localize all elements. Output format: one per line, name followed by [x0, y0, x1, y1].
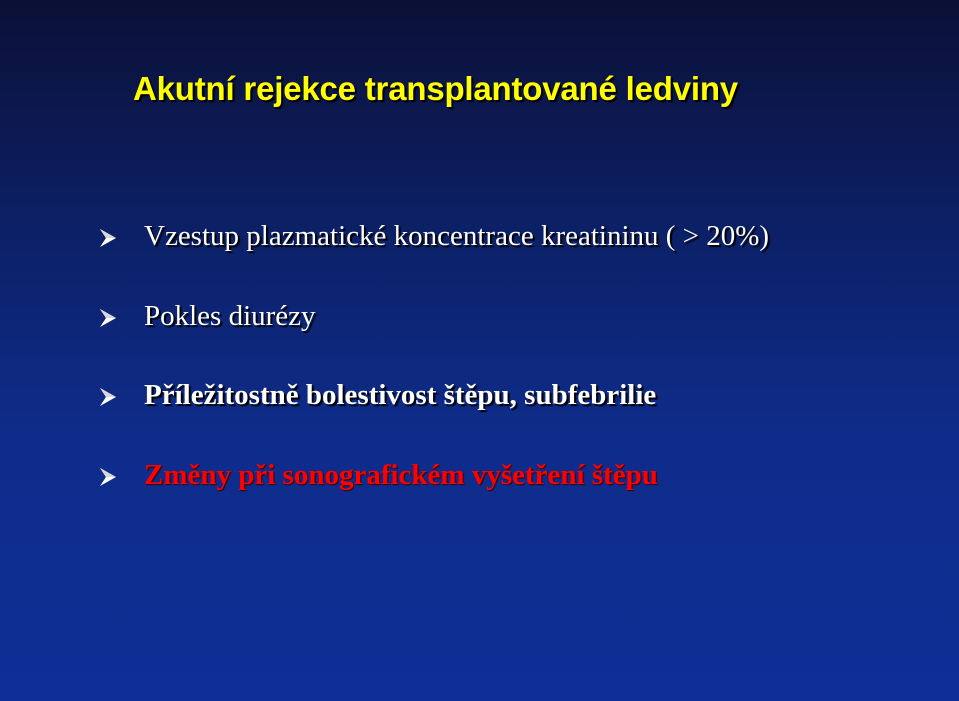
arrowhead-bullet-icon	[100, 309, 116, 327]
bullet-text: Vzestup plazmatické koncentrace kreatininu ( > 20%)	[144, 220, 770, 252]
bullet-text: Příležitostně bolestivost štěpu, subfebrilie	[144, 379, 657, 411]
arrowhead-bullet-icon	[100, 468, 116, 486]
bullet-text-highlight: Změny při sonografickém vyšetření štěpu	[144, 459, 658, 491]
bullet-text: Pokles diurézy	[144, 300, 316, 332]
arrowhead-bullet-icon	[100, 388, 116, 406]
arrowhead-bullet-icon	[100, 229, 116, 247]
slide-title: Akutní rejekce transplantované ledviny	[133, 70, 738, 107]
